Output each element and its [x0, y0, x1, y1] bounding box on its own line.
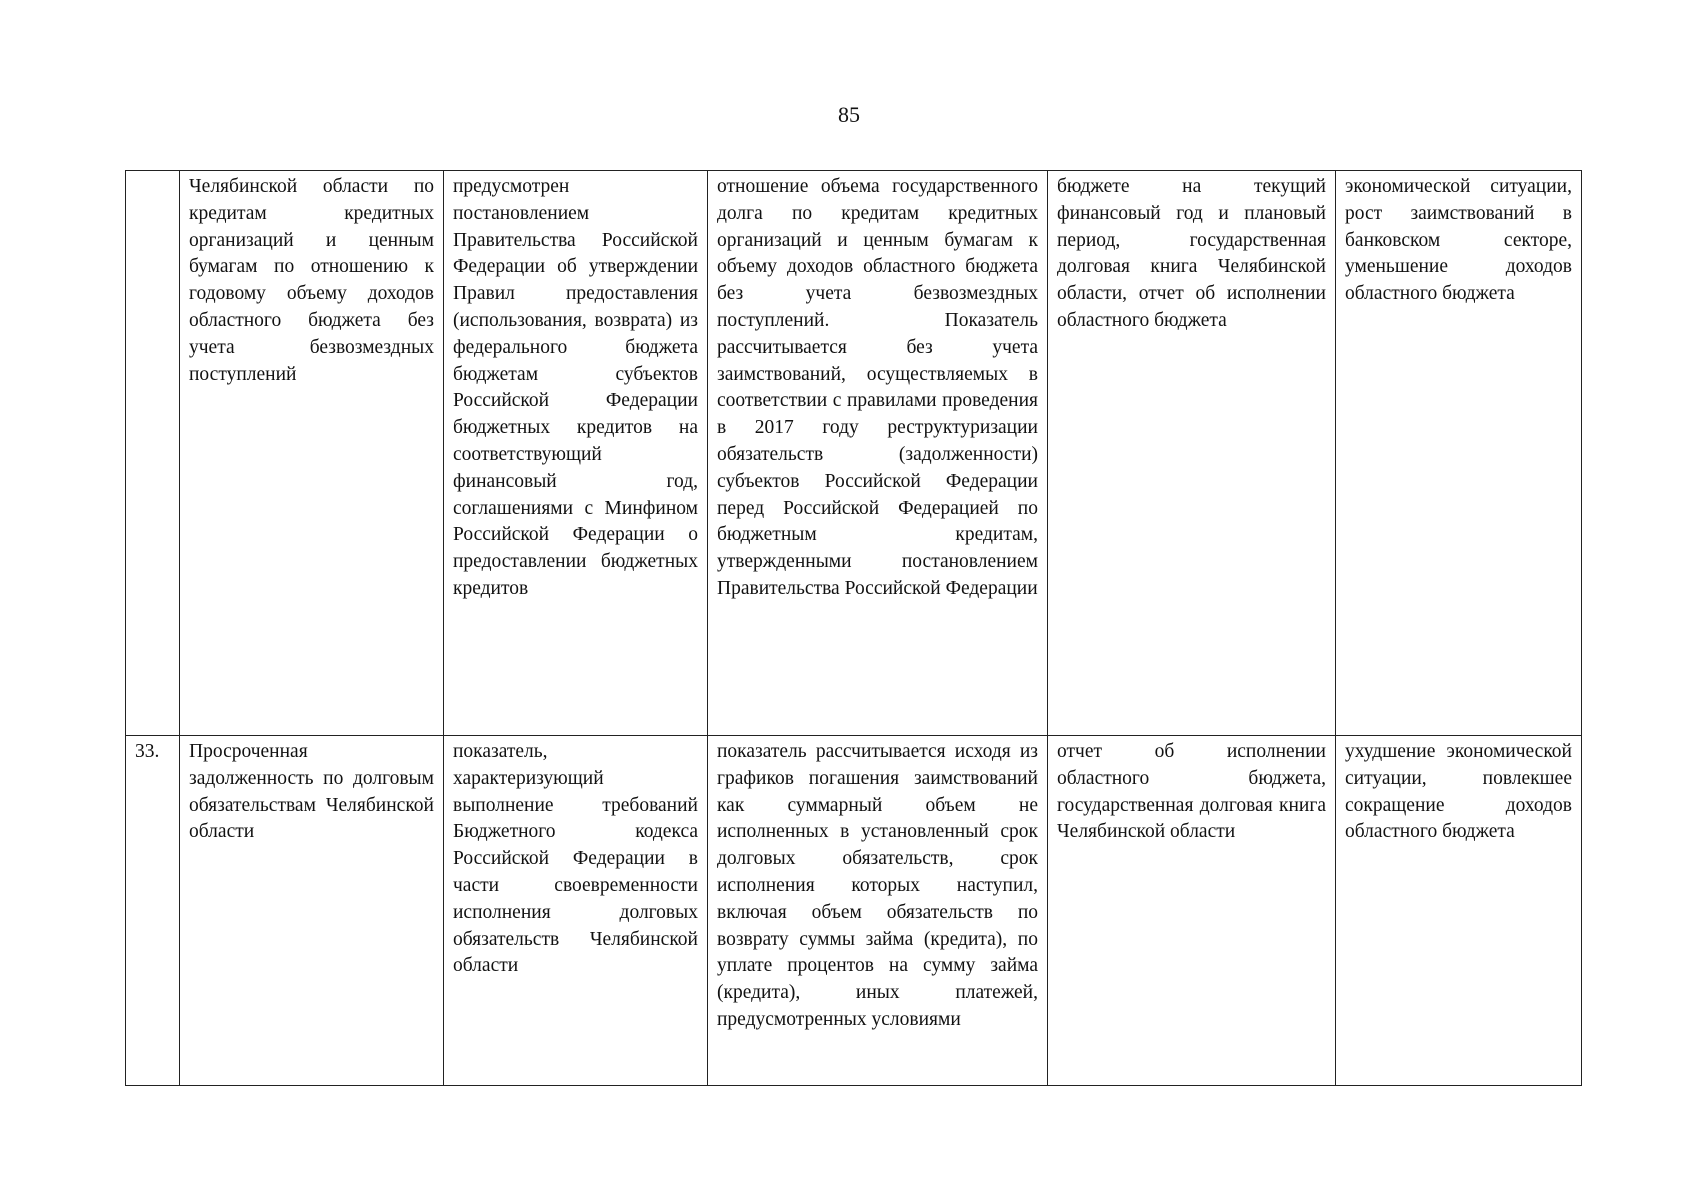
method-text: показатель рассчитывается исходя из графиков погашения заимствований как суммарный объем не исполненных в установленный срок долговых обязательств, срок исполнения которых наступил, включая объем обязательств по возврату суммы займа (кредита), по уплате процентов на сумму займа (кредита), иных платежей, предусмотренных условиями — [717, 741, 1038, 1030]
basis-text: предусмотрен постановлением Правительства Российской Федерации об утверждении Правил предоставления (использования, возврата) из федерального бюджета бюджетам субъектов Российской Федерации бюджетных кредитов на соответствующий финансовый год, соглашениями с Минфином Российской Федерации о предоставлении бюджетных кредитов — [453, 176, 698, 599]
source-text: бюджете на текущий финансовый год и плановый период, государственная долговая книга Челябинской области, отчет об исполнении областного бюджета — [1057, 176, 1326, 331]
risk-cell — [1336, 171, 1582, 736]
source-text: отчет об исполнении областного бюджета, государственная долговая книга Челябинской области — [1057, 741, 1326, 843]
source-cell — [1048, 736, 1336, 1086]
risk-cell — [1336, 736, 1582, 1086]
basis-cell — [444, 171, 708, 736]
indicator-text: Челябинской области по кредитам кредитных организаций и ценным бумагам по отношению к годовому объему доходов областного бюджета без учета безвозмездных поступлений — [189, 176, 434, 385]
method-cell — [708, 171, 1048, 736]
method-text: отношение объема государственного долга по кредитам кредитных организаций и ценным бумагам к объему доходов областного бюджета без учета безвозмездных поступлений. Показатель рассчитывается без учета заимствований, осуществляемых в соответствии с правилами проведения в 2017 году реструктуризации обязательств (задолженности) субъектов Российской Федерации перед Российской Федерацией по бюджетным кредитам, утвержденными постановлением Правительства Российской Федерации — [717, 176, 1038, 599]
table-row — [126, 171, 1582, 736]
basis-text: показатель, характеризующий выполнение требований Бюджетного кодекса Российской Федерации в части своевременности исполнения долговых обязательств Челябинской области — [453, 741, 698, 977]
indicator-text: Просроченная задолженность по долговым обязательствам Челябинской области — [189, 741, 434, 843]
source-cell — [1048, 171, 1336, 736]
indicators-table — [125, 170, 1582, 1086]
row-number-cell — [126, 736, 180, 1086]
row-number-cell — [126, 171, 180, 736]
basis-cell — [444, 736, 708, 1086]
page-number: 85 — [838, 102, 860, 127]
row-number: 33. — [135, 741, 160, 762]
indicator-cell — [180, 171, 444, 736]
indicator-cell — [180, 736, 444, 1086]
method-cell — [708, 736, 1048, 1086]
table-row — [126, 736, 1582, 1086]
risk-text: ухудшение экономической ситуации, повлекшее сокращение доходов областного бюджета — [1345, 741, 1572, 843]
risk-text: экономической ситуации, рост заимствований в банковском секторе, уменьшение доходов областного бюджета — [1345, 176, 1572, 305]
